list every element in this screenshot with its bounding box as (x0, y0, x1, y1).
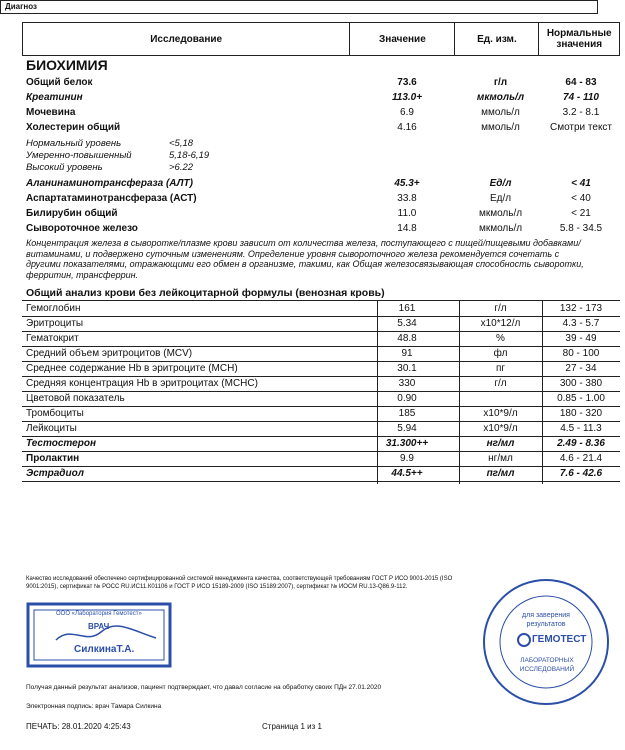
col-norm-header: Нормальные значения (539, 23, 620, 56)
table-row: Билирубин общий 11.0 мкмоль/л < 21 (26, 208, 591, 219)
table-row: Среднее содержание Hb в эритроците (MCH) 30.1 пг 27 - 34 (22, 361, 620, 377)
stamp-sub: ЛАБОРАТОРНЫХ ИССЛЕДОВАНИЙ (519, 657, 575, 673)
bio-block-1 (22, 75, 620, 135)
table-row: Средний объем эритроцитов (MCV) 91 фл 80 - 100 (22, 346, 620, 362)
table-row: Гематокрит 48.8 % 39 - 49 (22, 331, 620, 347)
doctor-stamp-role: ВРАЧ (88, 622, 110, 631)
print-label: ПЕЧАТЬ: 28.01.2020 4:25:43 (26, 722, 131, 731)
page-label: Страница 1 из 1 (262, 722, 322, 731)
table-row: Средняя концентрация Hb в эритроцитах (MCHC) 330 г/л 300 - 380 (22, 376, 620, 392)
table-row: Креатинин 113.0+ мкмоль/л 74 - 110 (26, 92, 599, 103)
consent-text: Получая данный результат анализов, пациент подтверждает, что давал согласие на обработку своих ПДн 27.01.2020 (26, 684, 382, 691)
diagnosis-label: Диагноз (5, 2, 37, 11)
table-row: Тестостерон 31.300++ нг/мл 2.49 - 8.36 (22, 436, 620, 452)
hormone-block (22, 436, 620, 484)
esign-text: Электронная подпись: врач Тамара Силкина (26, 703, 162, 710)
table-row: Тромбоциты 185 x10*9/л 180 - 320 (22, 406, 620, 422)
round-stamp (482, 578, 610, 706)
table-row: Мочевина 6.9 ммоль/л 3.2 - 8.1 (26, 107, 600, 118)
doctor-stamp-name: СилкинаТ.А. (74, 644, 135, 655)
chol-note-high: Высокий уровень >6.22 (26, 162, 194, 173)
quality-text: Качество исследований обеспечено сертифицированной системой менеджмента качества, соответствующей требованиям ГОСТ Р ИСО 9001-2015 (ISO 9001:2015), сертификат № РОСС RU.ИС11.К01106 и ГОСТ Р ИСО 15189-2009 (ISO 15189:2007), сертификат № ИОСМ RU.13-Q86.9-112. (26, 576, 453, 590)
stamp-line1: для заверения (522, 612, 570, 619)
section-biochemistry: БИОХИМИЯ (26, 57, 108, 73)
doctor-stamp-org: ООО «Лаборатория Гемотест» (56, 611, 142, 617)
gemotest-logo-icon (518, 634, 530, 646)
chol-note-normal: Нормальный уровень <5,18 (26, 138, 194, 149)
chol-note-moderate: Умеренно-повышенный 5,18-6,19 (26, 150, 210, 161)
bio-block-2 (22, 176, 620, 236)
iron-note: Концентрация железа в сыворотке/плазме крови зависит от количества железа, поступающего с пищей/пищевыми добавками/витаминами, и подвержено суточным изменениям. Определение уровня сывороточного железа рекомендуется сочетать с другими показателями, отражающими его обмен в организме, такими, как Общая железосвязывающая способность сыворотки, ферритин, трансферрин. (26, 238, 584, 280)
table-row: Гемоглобин 161 г/л 132 - 173 (22, 301, 620, 317)
header-table (22, 22, 620, 56)
table-row: Пролактин 9.9 нг/мл 4.6 - 21.4 (22, 451, 620, 467)
table-row: Цветовой показатель 0.90 0.85 - 1.00 (22, 391, 620, 407)
table-row: Аспартатаминотрансфераза (АСТ) 33.8 Ед/л < 40 (26, 193, 591, 204)
col-value-header: Значение (350, 23, 455, 56)
blood-table (22, 300, 620, 436)
table-row: Сывороточное железо 14.8 мкмоль/л 5.8 - 34.5 (26, 223, 603, 234)
diagnosis-box (0, 0, 598, 14)
table-row: Эритроциты 5.34 x10*12/л 4.3 - 5.7 (22, 316, 620, 332)
table-row: Эстрадиол 44.5++ пг/мл 7.6 - 42.6 (22, 466, 620, 482)
table-row: Холестерин общий 4.16 ммоль/л Смотри текст (26, 122, 613, 133)
table-row: Лейкоциты 5.94 x10*9/л 4.5 - 11.3 (22, 421, 620, 437)
table-row: Аланинаминотрансфераза (АЛТ) 45.3+ Ед/л < 41 (26, 178, 591, 189)
doctor-stamp (26, 600, 176, 670)
col-test-header: Исследование (23, 23, 350, 56)
section-blood: Общий анализ крови без лейкоцитарной формулы (венозная кровь) (26, 287, 385, 299)
table-row: Общий белок 73.6 г/л 64 - 83 (26, 77, 597, 88)
stamp-line2: результатов (526, 621, 566, 628)
stamp-brand: ГЕМОТЕСТ (532, 634, 587, 645)
col-unit-header: Ед. изм. (455, 23, 539, 56)
